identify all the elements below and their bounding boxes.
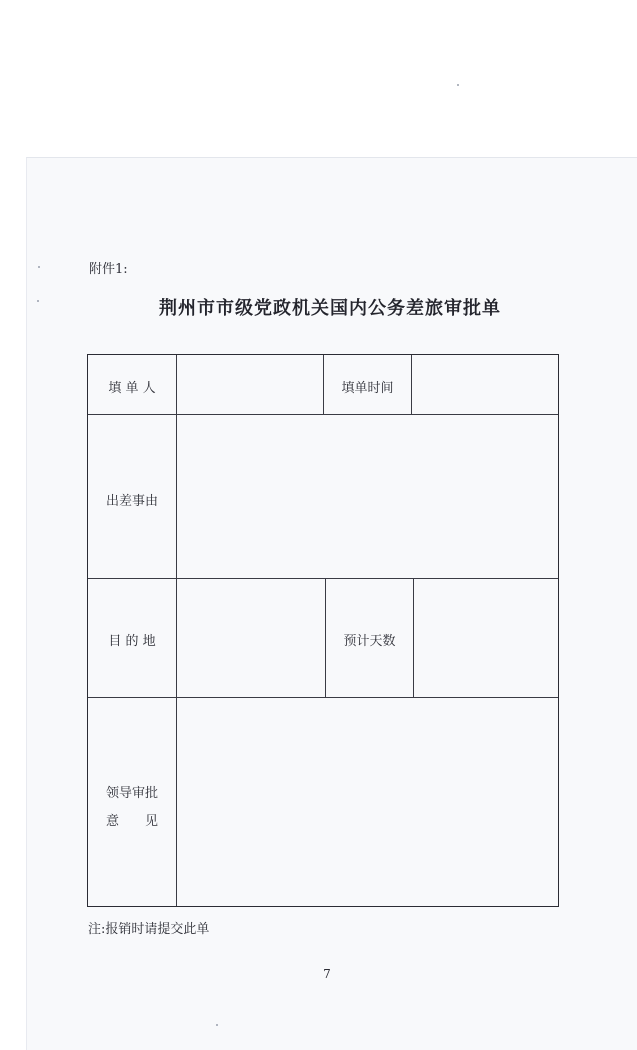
column-divider [413, 578, 414, 697]
scan-speck [38, 266, 40, 268]
row-divider [88, 414, 558, 415]
column-divider [411, 355, 412, 414]
scan-speck [37, 300, 39, 302]
footnote: 注:报销时请提交此单 [88, 922, 210, 937]
applicant-label: 填 单 人 [108, 381, 156, 396]
page-number: 7 [323, 967, 331, 981]
attachment-label: 附件1: [89, 262, 128, 277]
fill-time-label: 填单时间 [341, 381, 394, 396]
form-title: 荆州市市级党政机关国内公务差旅审批单 [159, 298, 501, 319]
scan-speck [457, 84, 459, 86]
leader-approval-label-line2: 意 见 [105, 814, 158, 829]
row-divider [88, 697, 558, 698]
estimated-days-label: 预计天数 [343, 634, 396, 649]
leader-approval-label: 领导审批 [105, 786, 158, 801]
row-divider [88, 578, 558, 579]
scan-speck [216, 1024, 218, 1026]
trip-reason-label: 出差事由 [105, 494, 158, 509]
destination-label: 目 的 地 [108, 634, 156, 649]
column-divider [176, 355, 177, 906]
